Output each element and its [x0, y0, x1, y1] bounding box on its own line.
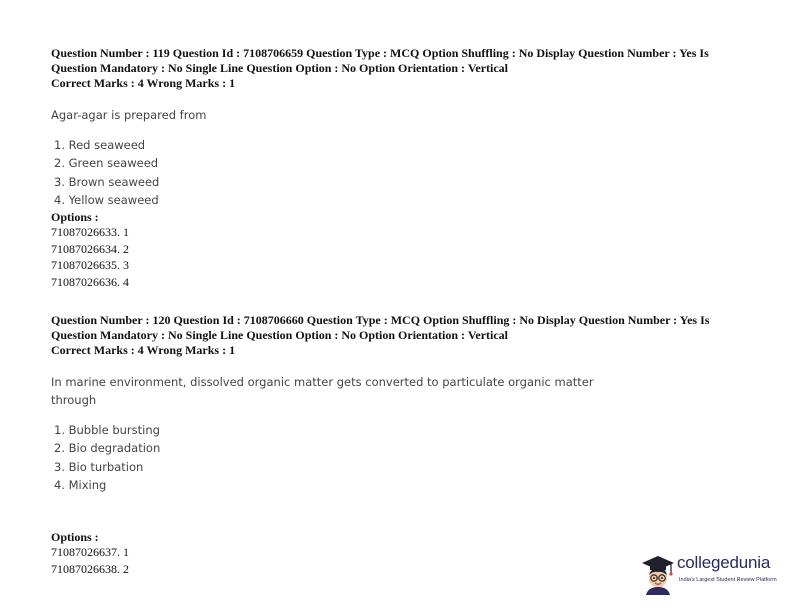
question-meta-line: Question Number : 119 Question Id : 7108706659 Question Type : MCQ Option Shuffling : No Display Question Number : Yes Is [51, 46, 709, 60]
brand-name: collegedunia [677, 553, 771, 572]
question-text-line: through [51, 393, 97, 407]
option-id-item: 71087026633. 1 [51, 225, 129, 239]
question-120-choices [54, 421, 160, 494]
brand-tagline: India's Largest Student Review Platform [679, 577, 777, 583]
question-119-text [51, 106, 206, 124]
question-marks-line: Correct Marks : 4 Wrong Marks : 1 [51, 343, 236, 357]
question-text-line: In marine environment, dissolved organic matter gets converted to particulate organic matter [51, 375, 594, 389]
question-text-line: Agar-agar is prepared from [51, 108, 207, 122]
options-heading: Options : [51, 530, 99, 544]
choice-item: 4. Yellow seaweed [54, 192, 159, 207]
option-id-item: 71087026637. 1 [51, 545, 129, 559]
choice-item: 2. Bio degradation [54, 441, 161, 456]
question-120-option-ids [51, 544, 129, 577]
question-120-text [51, 373, 594, 409]
question-119-option-ids [51, 224, 129, 290]
option-id-item: 71087026634. 2 [51, 241, 129, 256]
choice-item: 1. Red seaweed [54, 138, 146, 152]
question-marks-line: Correct Marks : 4 Wrong Marks : 1 [51, 76, 236, 90]
options-heading: Options : [51, 210, 99, 224]
collegedunia-logo [640, 551, 790, 595]
graduate-mascot-icon [640, 551, 676, 595]
question-119-choices [54, 136, 159, 209]
option-id-item: 71087026636. 4 [51, 274, 129, 289]
question-meta-line: Question Number : 120 Question Id : 7108706660 Question Type : MCQ Option Shuffling : No Display Question Number : Yes Is [51, 313, 710, 327]
question-119-meta [51, 46, 751, 91]
choice-item: 3. Bio turbation [54, 459, 144, 474]
choice-item: 4. Mixing [54, 477, 107, 492]
choice-item: 2. Green seaweed [54, 156, 159, 171]
option-id-item: 71087026635. 3 [51, 258, 129, 273]
option-id-item: 71087026638. 2 [51, 561, 129, 576]
question-meta-line: Question Mandatory : No Single Line Question Option : No Option Orientation : Vertical [51, 328, 509, 342]
choice-item: 1. Bubble bursting [54, 423, 160, 437]
choice-item: 3. Brown seaweed [54, 174, 160, 189]
question-meta-line: Question Mandatory : No Single Line Question Option : No Option Orientation : Vertical [51, 61, 509, 75]
question-120-meta [51, 313, 751, 358]
